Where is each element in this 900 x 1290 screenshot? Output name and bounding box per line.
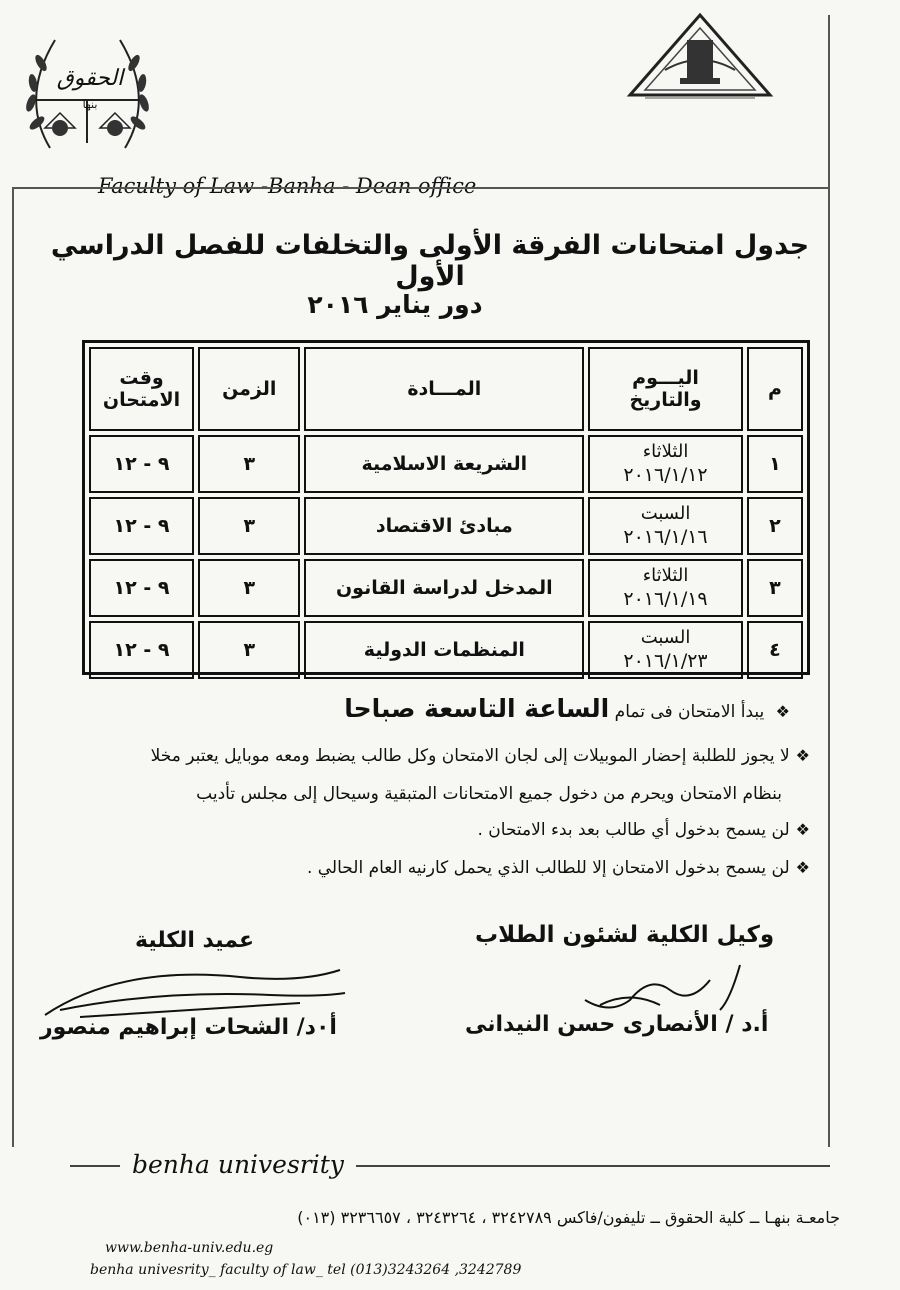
- cell-m: ٣: [747, 559, 803, 617]
- note-text: يبدأ الامتحان فى تمام: [614, 702, 765, 722]
- page-subtitle: دور يناير ٢٠١٦: [307, 290, 483, 319]
- frame-divider: [12, 187, 830, 189]
- cell-day: السبت: [640, 503, 691, 524]
- university-logo: [625, 10, 775, 102]
- table-row: [89, 559, 803, 617]
- cell-duration: ٣: [198, 497, 300, 555]
- table-row: [89, 497, 803, 555]
- faculty-logo: [15, 28, 160, 163]
- cell-m: ٤: [747, 621, 803, 679]
- cell-day: الثلاثاء: [642, 441, 689, 462]
- frame-divider: [828, 15, 830, 1147]
- cell-duration: ٣: [198, 559, 300, 617]
- logo-text: الحقوق: [56, 66, 124, 91]
- cell-subject: المدخل لدراسة القانون: [304, 559, 584, 617]
- cell-date: [588, 559, 743, 617]
- logo-subtext: بنها: [82, 98, 98, 111]
- note-mobile-ban-cont: بنظام الامتحان ويحرم من دخول جميع الامتحانات المتبقية وسيحال إلى مجلس تأديب: [196, 784, 782, 804]
- cell-duration: ٣: [198, 435, 300, 493]
- exam-schedule-table: [82, 340, 810, 675]
- note-start-time: [30, 696, 790, 725]
- note-text: لن يسمح بدخول أي طالب بعد بدء الامتحان .: [477, 820, 790, 840]
- header-date: اليـــوم والتاريخ: [588, 347, 743, 431]
- note-highlight: الساعة التاسعة صباحا: [344, 694, 610, 723]
- page-title: جدول امتحانات الفرقة الأولى والتخلفات للفصل الدراسي الأول: [50, 230, 810, 292]
- table-header-row: [89, 347, 803, 431]
- table-row: [89, 435, 803, 493]
- cell-time: ٩ - ١٢: [89, 621, 194, 679]
- footer-english-contact: benha univesrity_ faculty of law_ tel (013)3243264 ,3242789: [90, 1262, 522, 1278]
- table-row: [89, 621, 803, 679]
- cell-subject: الشريعة الاسلامية: [304, 435, 584, 493]
- cell-time: ٩ - ١٢: [89, 497, 194, 555]
- cell-date-value: ٢٠١٦/١/١٩: [623, 588, 708, 610]
- cell-date-value: ٢٠١٦/١/١٦: [623, 526, 708, 548]
- cell-date: [588, 435, 743, 493]
- cell-date-value: ٢٠١٦/١/٢٣: [623, 650, 708, 672]
- header-subject: المـــادة: [304, 347, 584, 431]
- bullet-icon: ❖: [795, 820, 810, 839]
- footer-arabic-contact: جامعـة بنهـا ــ كلية الحقوق ــ تليفون/فاكس ٣٢٤٢٧٨٩ ، ٣٢٤٣٢٦٤ ، ٣٢٣٦٦٥٧ (٠١٣): [297, 1208, 840, 1227]
- cell-day: الثلاثاء: [642, 565, 689, 586]
- cell-subject: المنظمات الدولية: [304, 621, 584, 679]
- header-time: وقت الامتحان: [89, 347, 194, 431]
- note-text: لن يسمح بدخول الامتحان إلا للطالب الذي يحمل كارنيه العام الحالي .: [306, 858, 790, 878]
- header-m: م: [747, 347, 803, 431]
- note-mobile-ban: [30, 743, 810, 769]
- exam-notes: [30, 690, 810, 881]
- footer-brand: benha univesrity: [120, 1150, 356, 1179]
- vice-dean-signature: [570, 960, 750, 1020]
- note-late-entry: [30, 817, 810, 843]
- cell-day: السبت: [640, 627, 691, 648]
- dean-name: أ٠د/ الشحات إبراهيم منصور: [40, 1015, 337, 1040]
- bullet-icon: ❖: [775, 702, 790, 721]
- cell-m: ١: [747, 435, 803, 493]
- frame-divider: [12, 187, 14, 1147]
- cell-time: ٩ - ١٢: [89, 435, 194, 493]
- header-duration: الزمن: [198, 347, 300, 431]
- faculty-header-line: Faculty of Law -Banha - Dean office: [98, 174, 477, 198]
- cell-date: [588, 621, 743, 679]
- vice-dean-name: أ.د / الأنصارى حسن النيدانى: [465, 1012, 769, 1037]
- note-text: لا يجوز للطلبة إحضار الموبيلات إلى لجان الامتحان وكل طالب يضبط ومعه موبايل يعتبر مخلا: [150, 746, 790, 766]
- cell-subject: مبادئ الاقتصاد: [304, 497, 584, 555]
- bullet-icon: ❖: [795, 746, 810, 765]
- dean-title: عميد الكلية: [135, 928, 255, 953]
- bullet-icon: ❖: [795, 858, 810, 877]
- cell-m: ٢: [747, 497, 803, 555]
- vice-dean-title: وكيل الكلية لشئون الطلاب: [475, 922, 775, 948]
- cell-date: [588, 497, 743, 555]
- cell-time: ٩ - ١٢: [89, 559, 194, 617]
- footer-website: www.benha-univ.edu.eg: [105, 1240, 274, 1256]
- cell-date-value: ٢٠١٦/١/١٢: [623, 464, 708, 486]
- cell-duration: ٣: [198, 621, 300, 679]
- note-id-card: [30, 855, 810, 881]
